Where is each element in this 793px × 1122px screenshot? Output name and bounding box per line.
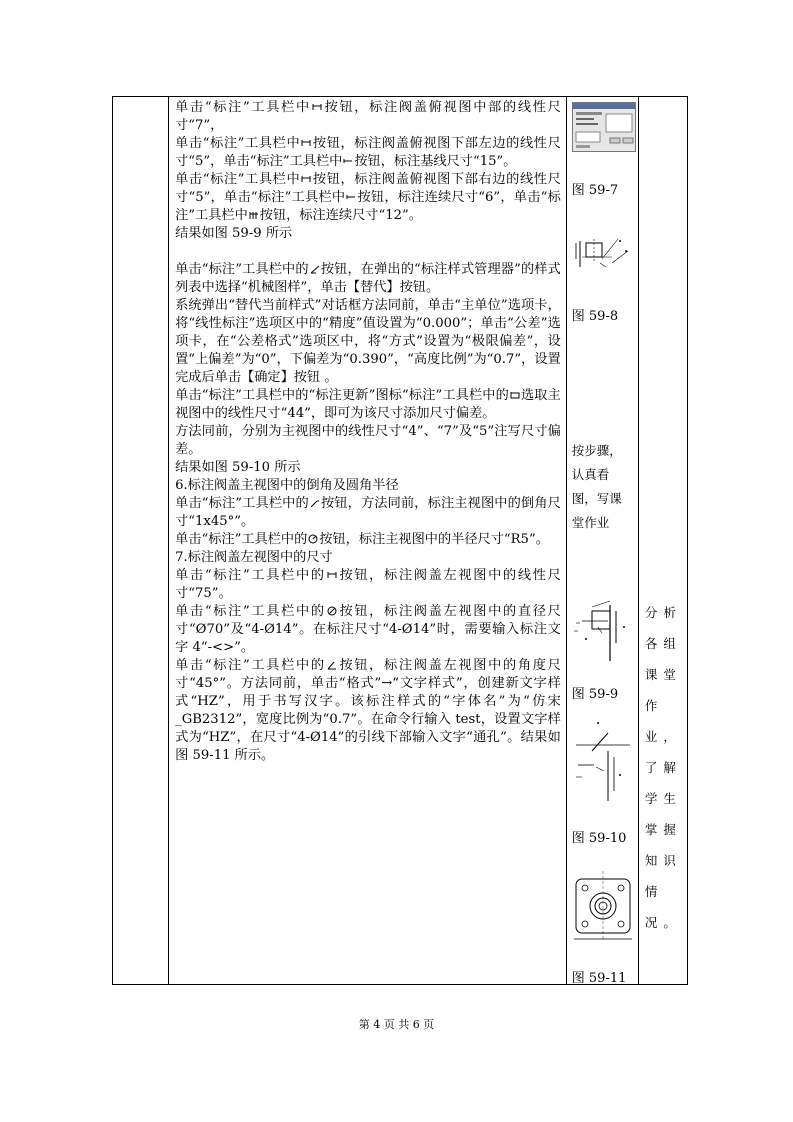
- figure-caption-59-9: 图 59-9: [571, 687, 619, 702]
- dimension-style-icon: [310, 264, 320, 274]
- figure-59-8-drawing: [572, 227, 634, 279]
- baseline-dimension-icon: [346, 192, 356, 202]
- instruction-paragraph: 单击“标注”工具栏中的 按钮，标注阀盖左视图中的线性尺寸“75”。: [175, 568, 561, 601]
- radius-icon: [308, 534, 318, 544]
- instruction-paragraph: 结果如图 59-10 所示: [175, 460, 301, 475]
- step-hint: 按步骤，认真看图，写课堂作业: [571, 443, 622, 530]
- figure-caption-59-8: 图 59-8: [571, 309, 619, 324]
- instruction-paragraph: 单击“标注”工具栏中 按钮，标注阀盖俯视图下部左边的线性尺寸“5”，单击“标注”工具栏中 按钮，标注基线尺寸“15”。: [175, 136, 561, 169]
- blank-line: [175, 243, 561, 261]
- instruction-paragraph: 单击“标注”工具栏中的 按钮，标注阀盖左视图中的直径尺寸“Ø70”及“4-Ø14”。在标注尺寸“4-Ø14”时，需要输入标注文字 4“-<>”。: [175, 604, 561, 655]
- blank-column: [113, 97, 169, 985]
- diameter-icon: [327, 606, 337, 616]
- page-footer: 第 4 页 共 6 页: [358, 1018, 435, 1031]
- instruction-paragraph: 单击“标注”工具栏中 按钮，标注阀盖俯视图中部的线性尺寸“7”，: [175, 100, 561, 133]
- figure-59-10-drawing: [572, 721, 634, 807]
- instruction-paragraph: 单击“标注”工具栏中 按钮，标注阀盖俯视图下部右边的线性尺寸“5”，单击“标注”工具栏中 按钮，标注连续尺寸“6”，单击“标注”工具栏中 按钮，标注连续尺寸“12”。: [175, 172, 561, 223]
- instruction-paragraph: 单击“标注”工具栏中的 按钮，方法同前，标注主视图中的倒角尺寸“1x45°”。: [175, 496, 561, 529]
- linear-dimension-icon: [301, 138, 311, 148]
- instruction-paragraph: 6.标注阀盖主视图中的倒角及圆角半径: [175, 478, 399, 493]
- linear-dimension-icon: [301, 174, 311, 184]
- baseline-dimension-icon: [343, 156, 353, 166]
- instruction-paragraph: 单击“标注”工具栏中的“标注更新”图标“标注”工具栏中的 选取主视图中的线性尺寸“44”，即可为该尺寸添加尺寸偏差。: [175, 388, 561, 421]
- figure-caption-59-11: 图 59-11: [571, 971, 627, 986]
- content-column: [169, 97, 567, 985]
- linear-dimension-icon: [327, 570, 337, 580]
- angular-icon: [327, 660, 337, 670]
- figure-59-11-drawing: [572, 869, 634, 943]
- figure-column: [566, 97, 638, 985]
- instruction-paragraph: 单击“标注”工具栏中的 按钮，在弹出的“标注样式管理器”的样式列表中选择“机械图样”，单击【替代】按钮。: [175, 262, 561, 295]
- instruction-paragraph: 7.标注阀盖左视图中的尺寸: [175, 550, 333, 565]
- figure-59-7-dialog-thumbnail: [572, 102, 636, 152]
- continue-dimension-icon: [249, 210, 259, 220]
- instruction-paragraph: 系统弹出“替代当前样式”对话框方法同前，单击“主单位”选项卡，将“线性标注”选项区中的“精度”值设置为“0.000”；单击“公差”选项卡，在“公差格式”选项区中，将“方式”设置为“极限偏差”，设置“上偏差”为“0”，下偏差为“0.390”，“高度比例”为“0.7”，设置完成后单击【确定】按钮 。: [175, 298, 561, 385]
- instruction-paragraph: 方法同前，分别为主视图中的线性尺寸“4”、“7”及“5”注写尺寸偏差。: [175, 424, 561, 457]
- analysis-text: 分析各组课堂作业，了解学生掌握知识情况。: [644, 605, 682, 930]
- lesson-table: [112, 96, 688, 985]
- linear-dimension-icon: [312, 102, 322, 112]
- instruction-paragraph: 结果如图 59-9 所示: [175, 226, 293, 241]
- figure-caption-59-10: 图 59-10: [571, 831, 627, 846]
- instruction-paragraph: 单击“标注”工具栏中的 按钮，标注阀盖左视图中的角度尺寸“45°”。方法同前，单击“格式”→“文字样式”，创建新文字样式“HZ”，用于书写汉字。该标注样式的“字体名”为“仿宋_GB2312”，宽度比例为“0.7”。在命令行输入 test，设置文字样式为“HZ”，在尺寸“4-Ø14”的引线下部输入文字“通孔”。结果如图 59-11 所示。: [175, 658, 561, 763]
- instruction-text: [169, 97, 566, 765]
- instruction-paragraph: 单击“标注”工具栏中的 按钮，标注主视图中的半径尺寸“R5”。: [175, 532, 549, 547]
- analysis-column: [638, 97, 687, 985]
- figure-caption-59-7: 图 59-7: [571, 183, 619, 198]
- figure-59-9-drawing: [572, 597, 634, 663]
- dimension-update-icon: [510, 390, 520, 400]
- leader-icon: [310, 498, 320, 508]
